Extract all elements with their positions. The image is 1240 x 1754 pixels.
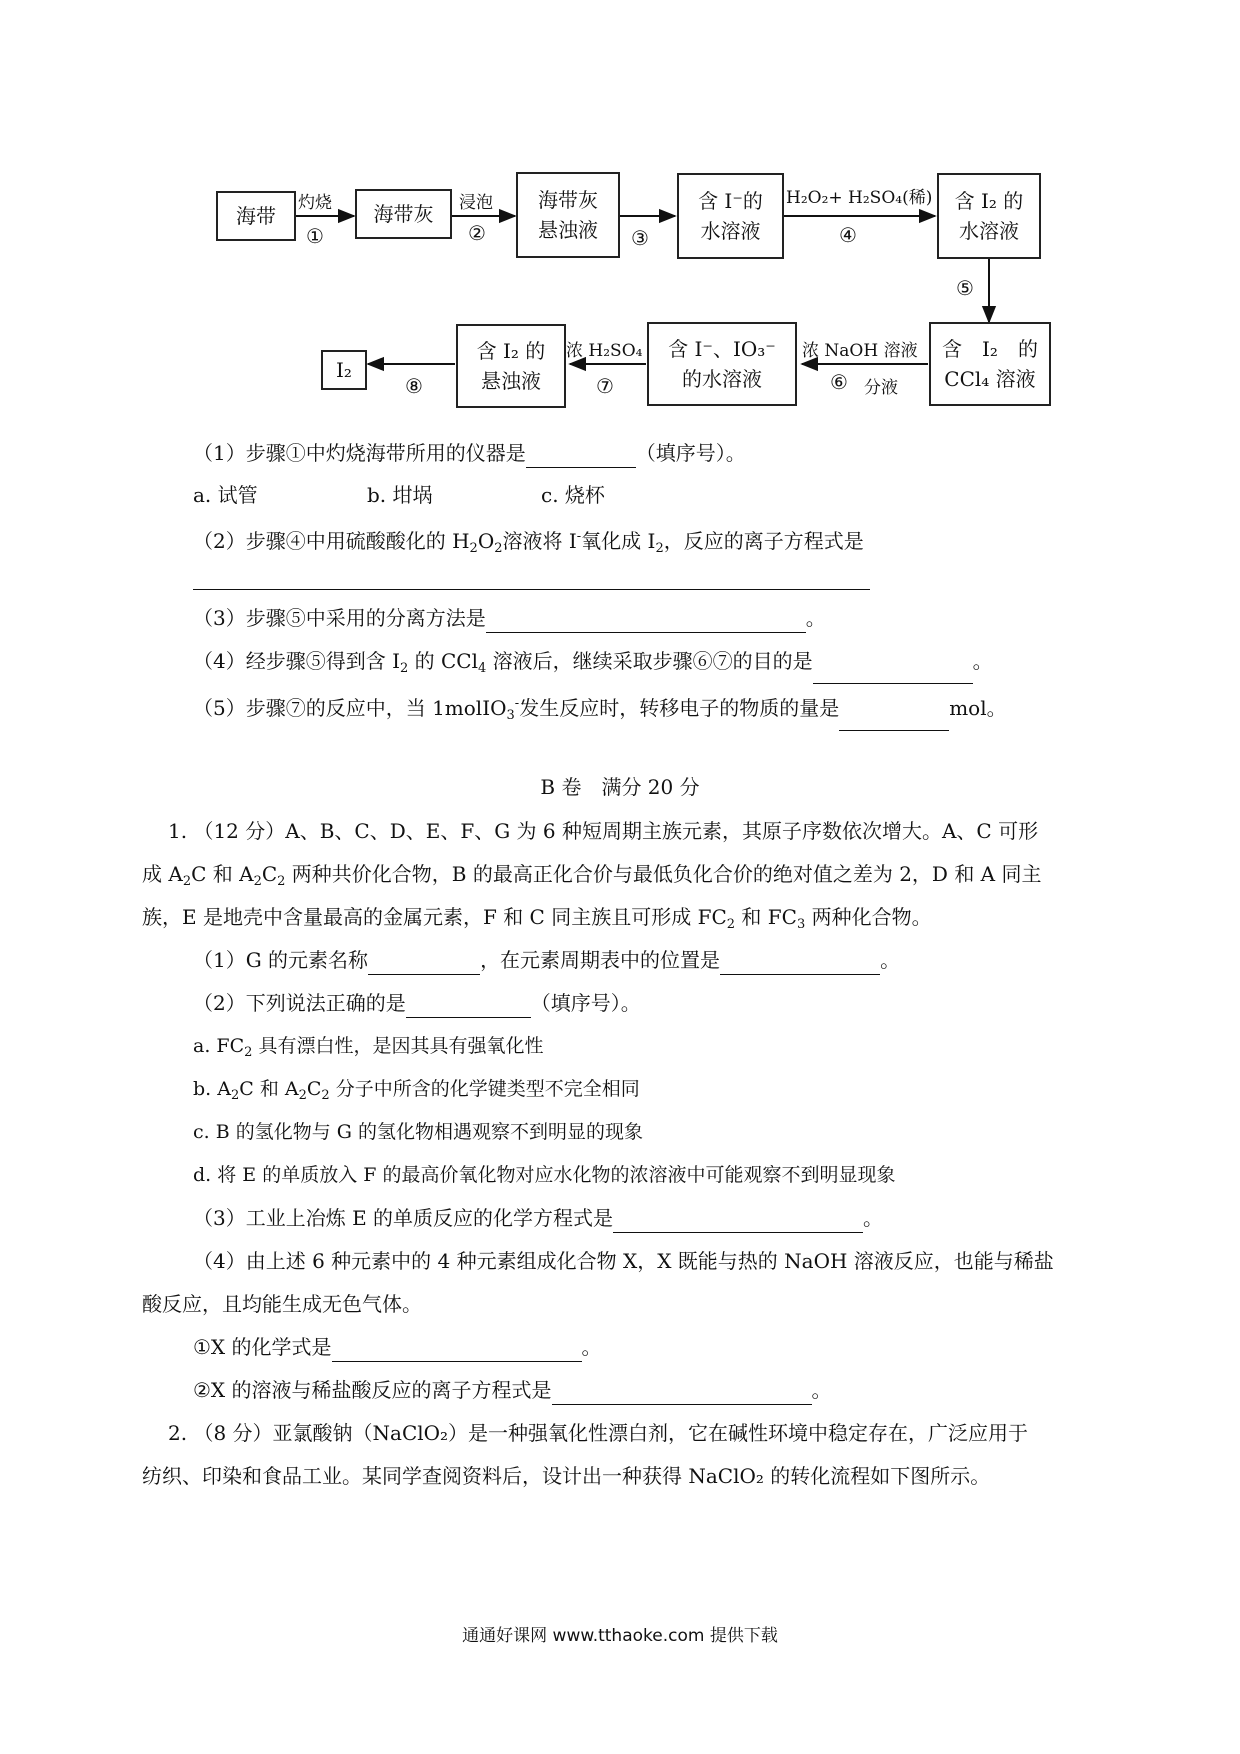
answer-blank[interactable] [406,995,531,1018]
answer-blank[interactable] [552,1382,812,1405]
step-3: ③ [631,226,649,250]
b1-question-4-line1: （4）由上述 6 种元素中的 4 种元素组成化合物 X，X 既能与热的 NaOH 溶液反应，也能与稀盐 [193,1249,1054,1273]
b1-question-4-line2: 酸反应，且均能生成无色气体。 [142,1292,422,1316]
question-2: （2）步骤④中用硫酸酸化的 $H_2O_2$溶液将 I-氧化成 $I_2$，反应的离子方程式是 [193,529,864,556]
step-7: ⑦ [596,374,614,398]
step-6: ⑥ [830,370,848,394]
b1-question-4a: ①X 的化学式是 。 [0,1332,1240,1362]
b1-option-d: d. 将 E 的单质放入 F 的最高价氧化物对应水化物的浓溶液中可能观察不到明显现象 [193,1164,896,1186]
option-b: b. 坩埚 [367,483,433,507]
box-i2-ccl4: 含 I₂ 的 CCl₄ 溶液 [929,322,1051,406]
page-footer: 通通好课网 www.tthaoke.com 提供下载 [462,1626,778,1646]
box-i2-aqueous: 含 I₂ 的 水溶液 [937,173,1041,259]
b2-line2: 纺织、印染和食品工业。某同学查阅资料后，设计出一种获得 NaClO₂ 的转化流程如下图所示。 [142,1464,991,1488]
label-reagent-4: H₂O₂+ H₂SO₄(稀) [786,188,933,208]
question-1: （1）步骤①中灼烧海带所用的仪器是 （填序号）。 [0,438,1240,468]
b1-intro-line1: 1. （12 分）A、B、C、D、E、F、G 为 6 种短周期主族元素，其原子序数依次增大。A、C 可形 [168,819,1039,843]
flowchart-arrows [0,0,1240,430]
answer-blank[interactable] [486,610,806,633]
box-i2-suspension: 含 I₂ 的 悬浊液 [456,324,566,408]
step-5: ⑤ [956,276,974,300]
option-a: a. 试管 [193,483,258,507]
b1-option-b: b. $A_2C$ 和 $A_2C_2$ 分子中所含的化学键类型不完全相同 [193,1078,640,1103]
answer-blank[interactable] [526,445,636,468]
step-8: ⑧ [405,374,423,398]
b2-line1: 2. （8 分）亚氯酸钠（NaClO₂）是一种强氧化性漂白剂，它在碱性环境中稳定存在，广泛应用于 [168,1421,1029,1445]
box-haidaihui: 海带灰 [355,189,452,239]
box-iodide-iodate: 含 I⁻、IO₃⁻ 的水溶液 [647,322,797,406]
label-calcine: 灼烧 [298,193,332,213]
label-soak: 浸泡 [459,193,493,213]
b1-question-1: （1）G 的元素名称 ，在元素周期表中的位置是 。 [0,945,1240,975]
b1-option-a: a. $FC_2$ 具有漂白性，是因其具有强氧化性 [193,1035,544,1060]
step-1: ① [306,224,324,248]
label-separation: 分液 [864,378,898,398]
label-h2so4: 浓 H₂SO₄ [566,341,643,361]
question-5: （5）步骤⑦的反应中，当 1molIO$_3$-发生反应时，转移电子的物质的量是 mol。 [0,689,1240,731]
answer-blank[interactable] [720,952,880,975]
b1-option-c: c. B 的氢化物与 G 的氢化物相遇观察不到明显的现象 [193,1121,643,1143]
section-b-title: B 卷 满分 20 分 [540,775,700,799]
b1-question-3: （3）工业上冶炼 E 的单质反应的化学方程式是 。 [0,1203,1240,1233]
question-4: （4）经步骤⑤得到含 $I_2$ 的 CCl$_4$ 溶液后，继续采取步骤⑥⑦的目的是 。 [0,646,1240,684]
box-iodide-solution: 含 I⁻的 水溶液 [677,173,784,259]
b1-question-2: （2）下列说法正确的是 （填序号）。 [0,988,1240,1018]
b1-intro-line2: 成 $A_2C$ 和 $A_2C_2$ 两种共价化合物，B 的最高正化合价与最低负化合价的绝对值之差为 2，D 和 A 同主 [142,862,1042,889]
answer-blank[interactable] [613,1210,863,1233]
answer-blank[interactable] [813,661,973,684]
box-haidai: 海带 [216,191,296,241]
b1-intro-line3: 族，E 是地壳中含量最高的金属元素，F 和 C 同主族且可形成 $FC_2$ 和 $FC_3$ 两种化合物。 [142,905,932,932]
b1-question-4b: ②X 的溶液与稀盐酸反应的离子方程式是 。 [0,1375,1240,1405]
option-c: c. 烧杯 [541,483,605,507]
answer-blank[interactable] [368,952,480,975]
answer-line-q2[interactable] [193,589,870,590]
box-i2: I₂ [321,350,367,390]
box-xuanzhuoye: 海带灰 悬浊液 [516,172,620,258]
label-naoh: 浓 NaOH 溶液 [802,341,918,361]
answer-blank[interactable] [839,708,949,731]
step-4: ④ [839,223,857,247]
step-2: ② [468,221,486,245]
answer-blank[interactable] [332,1339,582,1362]
question-3: （3）步骤⑤中采用的分离方法是 。 [0,603,1240,633]
